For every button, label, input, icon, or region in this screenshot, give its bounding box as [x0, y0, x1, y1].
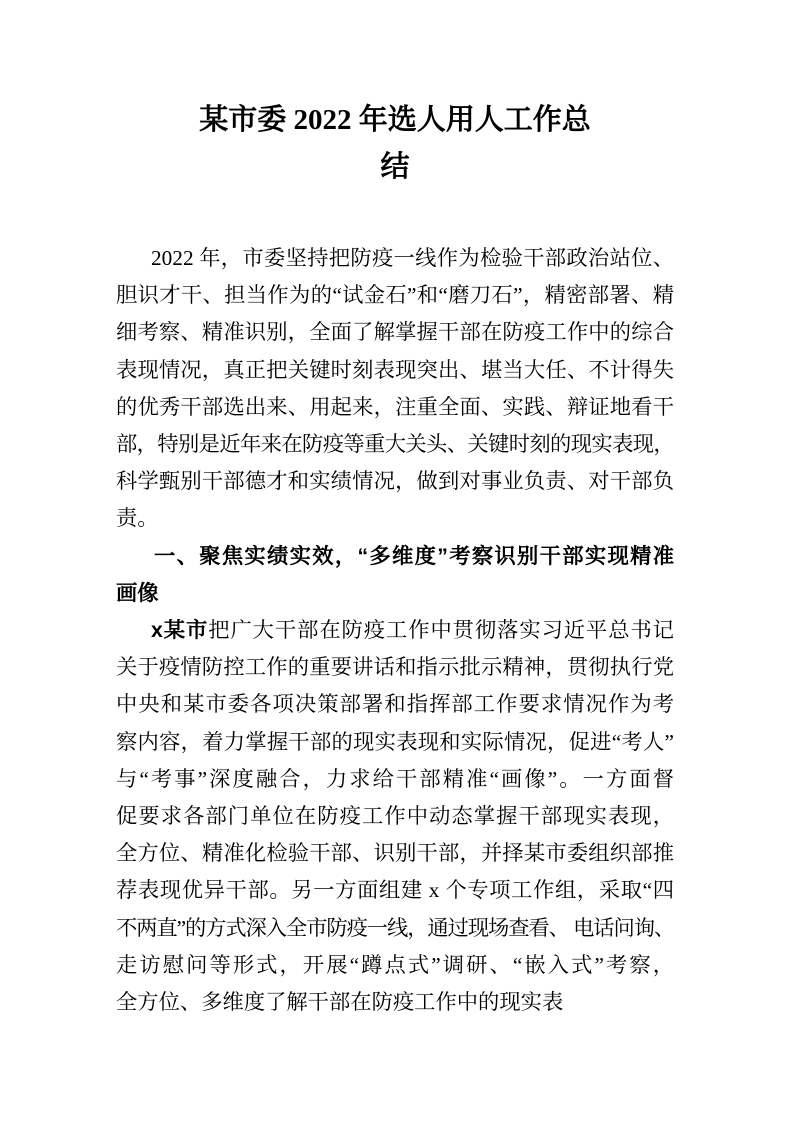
text-run: 把广大干部在防疫工作中贯彻落实习近平总书记 [208, 618, 674, 643]
paragraph-line [116, 314, 674, 351]
text-run: 责。 [116, 506, 159, 531]
paragraph-line [116, 910, 674, 947]
text-run: 察内容，着力掌握干部的现实表现和实际情况，促进“考人” [116, 729, 674, 754]
text-run: 部，特别是近年来在防疫等重大关头、关键时刻的现实表现， [116, 432, 674, 457]
paragraph-line [116, 798, 674, 835]
paragraph-line [116, 389, 674, 426]
text-run: 全方位、多维度了解干部在防疫工作中的现实表 [116, 990, 564, 1015]
section-1-heading [116, 538, 674, 612]
paragraph-line [116, 872, 674, 909]
paragraph-line [116, 500, 674, 537]
text-run: 画像 [116, 580, 159, 605]
paragraph-line [116, 835, 674, 872]
paragraph-line [116, 649, 674, 686]
text-run: 表现情况，真正把关键时刻表现突出、堪当大任、不计得失 [116, 357, 674, 382]
document-title [116, 97, 674, 191]
text-run: 与“考事”深度融合，力求给干部精准“画像”。一方面督 [116, 766, 674, 791]
section-1-paragraph [116, 612, 674, 1021]
text-run: 科学甄别干部德才和实绩情况，做到对事业负责、对干部负 [116, 469, 674, 494]
paragraph-line [116, 724, 674, 761]
paragraph-line [116, 686, 674, 723]
bold-text-run: x某市 [151, 618, 209, 643]
paragraph-line [116, 984, 674, 1021]
paragraph-line [116, 612, 674, 649]
paragraph-line [116, 426, 674, 463]
text-run: 荐表现优异干部。另一方面组建 x 个专项工作组，采取“四 [116, 878, 674, 903]
text-run: 关于疫情防控工作的重要讲话和指示批示精神，贯彻执行党 [116, 655, 674, 680]
heading-line [116, 575, 674, 612]
text-run: 全方位、精准化检验干部、识别干部，并择某市委组织部推 [116, 841, 674, 866]
text-run: 不两直”的方式深入全市防疫一线，通过现场查看、 电话问询、 [116, 915, 674, 940]
intro-paragraph [116, 240, 674, 538]
title-line-1: 某市委 2022 年选人用人工作总 [199, 104, 591, 136]
paragraph-line [116, 947, 674, 984]
text-run: 细考察、精准识别，全面了解掌握干部在防疫工作中的综合 [116, 320, 674, 345]
paragraph-line [116, 761, 674, 798]
text-run: 一、聚焦实绩实效，“多维度”考察识别干部实现精准 [154, 543, 674, 568]
text-run: 的优秀干部选出来、用起来，注重全面、实践、辩证地看干 [116, 394, 674, 419]
text-run: 2022 年，市委坚持把防疫一线作为检验干部政治站位、 [151, 246, 674, 270]
text-run: 中央和某市委各项决策部署和指挥部工作要求情况作为考 [116, 692, 674, 717]
title-line-2: 结 [380, 151, 410, 183]
text-run: 走访慰问等形式，开展“蹲点式”调研、“嵌入式”考察， [116, 952, 674, 977]
text-run: 胆识才干、担当作为的“试金石”和“磨刀石”，精密部署、精 [116, 283, 674, 308]
paragraph-line [116, 240, 674, 277]
paragraph-line [116, 463, 674, 500]
text-run: 促要求各部门单位在防疫工作中动态掌握干部现实表现， [116, 804, 674, 829]
document-body [116, 240, 674, 1021]
paragraph-line [116, 352, 674, 389]
heading-line [116, 538, 674, 575]
paragraph-line [116, 277, 674, 314]
